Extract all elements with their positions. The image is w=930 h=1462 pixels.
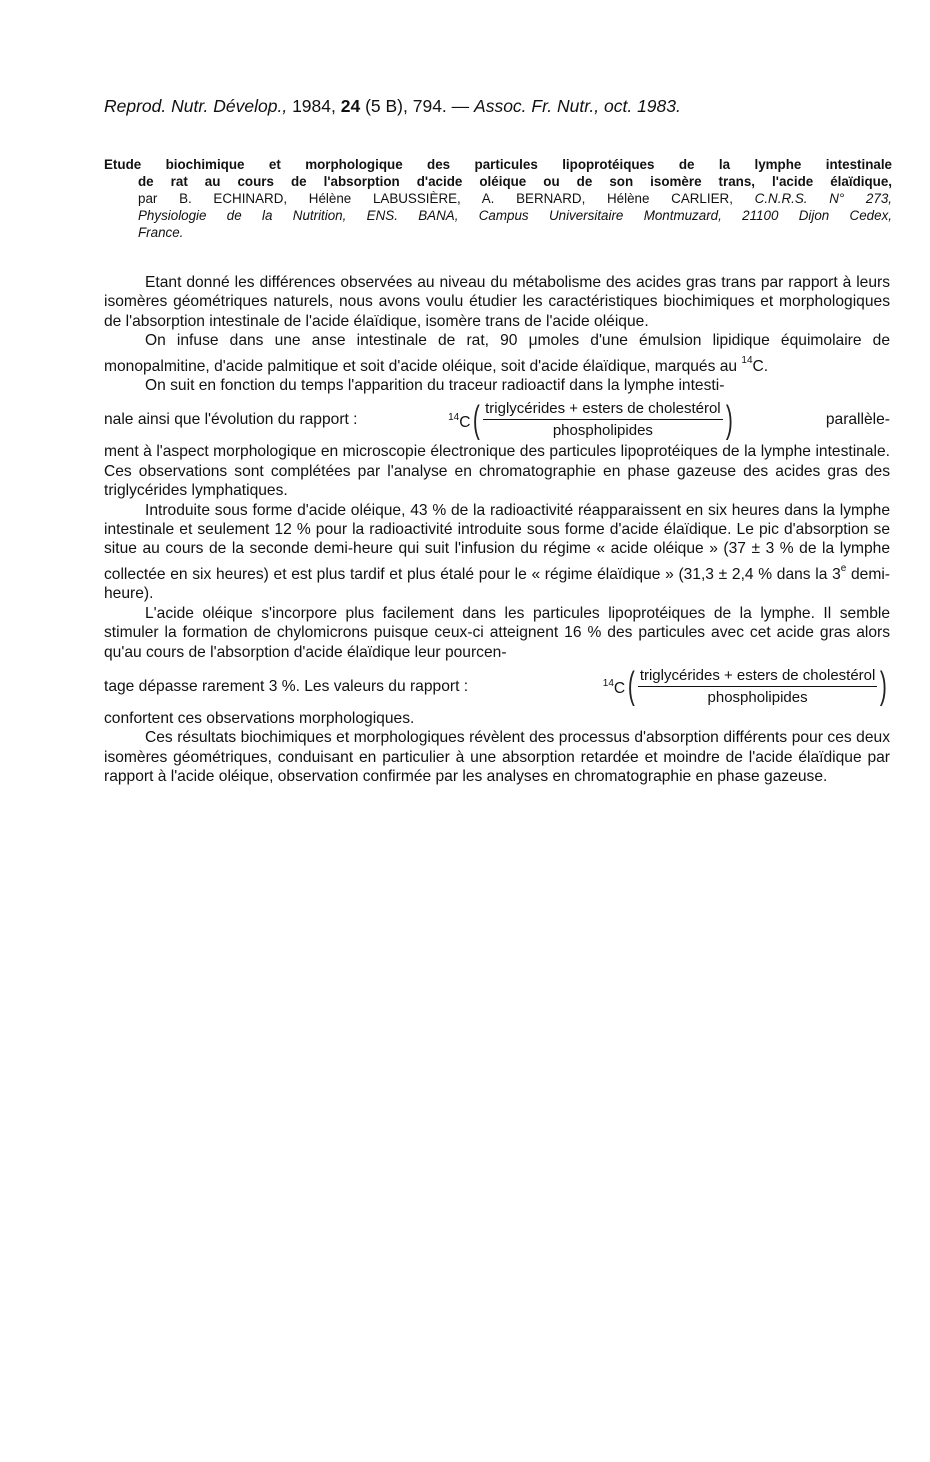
ratio-formula-1 [104,399,890,440]
authors: par B. ECHINARD, Hélène LABUSSIÈRE, A. BERNARD, Hélène CARLIER, [138,191,733,206]
formula-1-trail: parallèle- [825,411,890,429]
paragraph-2 [104,331,890,376]
fraction-numerator: triglycérides + esters de cholestérol [483,399,723,420]
title-line-2: de rat au cours de l'absorption d'acide oléique ou de son isomère trans, l'acide élaïdique, [138,174,892,189]
paragraph-3-end: ment à l'aspect morphologique en microscopie électronique des particules lipoprotéiques de la lymphe intestinale. Ces observations sont complétées par l'analyse en chromatographie en phase gazeuse des acides gras des triglycérides lymphatiques. [104,443,890,500]
article-body [104,273,890,787]
paragraph-4-end: demi-heure). [104,565,890,603]
paragraph-5: L'acide oléique s'incorpore plus facilement dans les particules lipoprotéiques de la lymphe. Il semble stimuler la formation de chylomicrons puisque ceux-ci atteignent 16 % des particules avec cet acide gras alors qu'au cours de l'absorption d'acide élaïdique leur pourcen- [104,604,890,661]
formula-1-lead: nale ainsi que l'évolution du rapport : [104,411,358,429]
fraction-denominator: phospholipides [552,422,653,440]
title-line-1: Etude biochimique et morphologique des particules lipoprotéiques de la lymphe intestinale [104,157,892,172]
article-title-block [104,156,892,241]
affiliation-cnrs: C.N.R.S. N° 273, [754,191,892,206]
isotope-sup: 14 [448,411,460,423]
paragraph-1: Etant donné les différences observées au niveau du métabolisme des acides gras trans par rapport à leurs isomères géométriques naturels, nous avons voulu étudier les caractéristiques biochimiques et morphologiques de l'absorption intestinale de l'acide élaïdique, isomère trans de l'acide oléique. [104,274,890,330]
ratio-expression-1: $^{14}$C ( $\frac{\text{triglycérides + esters de cholestérol}}{\text{phospholipides}}$ ) [448,398,733,441]
ratio-expression-2: $^{14}$C ( $\frac{\text{triglycérides + esters de cholestérol}}{\text{phospholipides}}$ ) [602,665,888,708]
fraction-2 [638,666,878,707]
formula-2-lead: tage dépasse rarement 3 %. Les valeurs du rapport : [104,677,469,695]
journal-issue-pages: (5 B), 794. — [365,96,470,116]
affiliation-country: France. [138,225,184,240]
paragraph-3-start: On suit en fonction du temps l'apparition du traceur radioactif dans la lymphe intesti- [145,377,725,395]
paragraph-4 [104,501,890,604]
affiliation-line: Physiologie de la Nutrition, ENS. BANA, Campus Universitaire Montmuzard, 21100 Dijon Cedex, [138,208,892,223]
isotope-element: C. [752,357,769,375]
fraction-1 [483,399,723,440]
paragraph-4-text: Introduite sous forme d'acide oléique, 43 % de la radioactivité réapparaissent en six heures dans la lymphe intestinale et seulement 12 % pour la radioactivité introduite sous forme d'acide élaïdique. Le pic d'absorption se situe au cours de la seconde demi-heure qui suit l'infusion du régime « acide oléique » (37 ± 3 % de la lymphe collectée en six heures) et est plus tardif et plus étalé pour le « régime élaïdique » (31,3 ± 2,4 % dans la 3 [104,501,890,583]
paragraph-2-text: On infuse dans une anse intestinale de rat, 90 μmoles d'une émulsion lipidique équimolaire de monopalmitine, d'acide palmitique et soit d'acide oléique, soit d'acide élaïdique, marqués au [104,332,890,375]
fraction-numerator: triglycérides + esters de cholestérol [638,666,878,687]
journal-name: Reprod. Nutr. Dévelop., [104,96,288,116]
journal-year: 1984, [292,96,336,116]
paragraph-6: Ces résultats biochimiques et morphologiques révèlent des processus d'absorption différents pour ces deux isomères géométriques, conduisant en particulier à une absorption retardée et moindre de l'acide élaïdique par rapport à l'acide oléique, observation confirmée par les analyses en chromatographie en phase gazeuse. [104,729,890,786]
paragraph-5-end: confortent ces observations morphologiques. [104,709,415,727]
fraction-denominator: phospholipides [707,688,808,706]
isotope-sup: 14 [602,678,614,690]
authors-line [104,190,892,207]
isotope-elem: C [459,413,471,431]
isotope-elem: C [613,680,626,698]
journal-volume: 24 [340,96,361,116]
isotope-superscript: 14 [741,354,753,366]
ratio-formula-2 [104,666,890,707]
association: Assoc. Fr. Nutr., oct. 1983. [474,96,681,116]
ordinal-superscript: e [840,562,847,574]
journal-header [104,96,894,117]
